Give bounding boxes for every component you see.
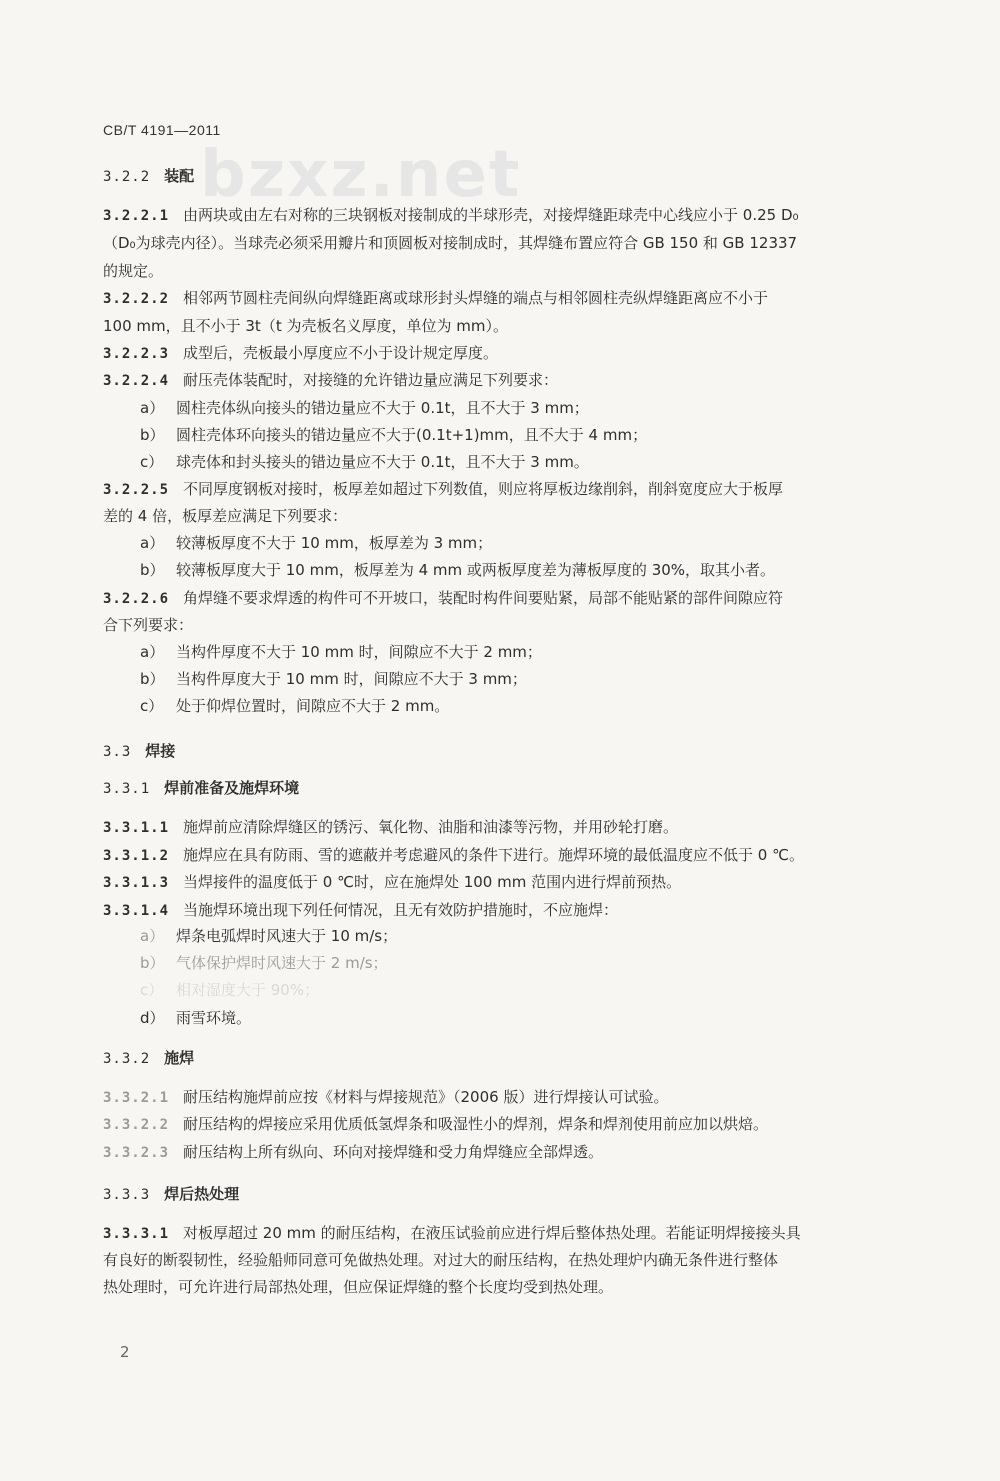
- clause-3-3-1-3: 3.3.1.3 当焊接件的温度低于 0 ℃时，应在施焊处 100 mm 范围内进行焊前预热。: [103, 873, 682, 891]
- clause-3-3-3-1: 3.3.3.1 对板厚超过 20 mm 的耐压结构，在液压试验前应进行焊后整体热处理。若能证明焊接接头具: [103, 1224, 801, 1242]
- clause-3-2-2-1: 3.2.2.1 由两块或由左右对称的三块钢板对接制成的半球形壳，对接焊缝距球壳中心线应小于 0.25 D₀: [103, 206, 799, 224]
- clause-3-2-2-6-cont: 合下列要求：: [103, 616, 194, 634]
- list-item: c） 处于仰焊位置时，间隙应不大于 2 mm。: [140, 697, 450, 715]
- clause-3-2-2-1-cont: （D₀为球壳内径）。当球壳必须采用瓣片和顶圆板对接制成时，其焊缝布置应符合 GB 150 和 GB 12337: [103, 234, 798, 252]
- clause-3-2-2-5: 3.2.2.5 不同厚度钢板对接时，板厚差如超过下列数值，则应将厚板边缘削斜，削斜宽度应大于板厚: [103, 480, 784, 498]
- list-item: a） 焊条电弧焊时风速大于 10 m/s；: [140, 927, 398, 945]
- clause-3-3-1-4: 3.3.1.4 当施焊环境出现下列任何情况，且无有效防护措施时，不应施焊：: [103, 901, 619, 919]
- list-item: c） 球壳体和封头接头的错边量应不大于 0.1t，且不大于 3 mm。: [140, 453, 589, 471]
- clause-3-2-2-3: 3.2.2.3 成型后，壳板最小厚度应不小于设计规定厚度。: [103, 344, 499, 362]
- clause-3-2-2-5-cont: 差的 4 倍，板厚差应满足下列要求：: [103, 507, 348, 525]
- list-item: a） 较薄板厚度不大于 10 mm，板厚差为 3 mm；: [140, 534, 493, 552]
- list-item: b） 圆柱壳体环向接头的错边量应不大于(0.1t+1)mm，且不大于 4 mm；: [140, 426, 648, 444]
- clause-3-2-2-2-cont: 100 mm，且不小于 3t（t 为壳板名义厚度，单位为 mm）。: [103, 317, 508, 335]
- clause-3-3-2-1: 3.3.2.1 耐压结构施焊前应按《材料与焊接规范》（2006 版）进行焊接认可试验。: [103, 1088, 669, 1106]
- list-item: b） 较薄板厚度大于 10 mm，板厚差为 4 mm 或两板厚度差为薄板厚度的 30%，取其小者。: [140, 561, 776, 579]
- watermark: bzxz.net: [200, 138, 522, 212]
- clause-3-2-2-1-cont: 的规定。: [103, 262, 164, 280]
- section-heading-3-3: 3.3 焊接: [103, 742, 176, 760]
- clause-3-3-1-2: 3.3.1.2 施焊应在具有防雨、雪的遮蔽并考虑避风的条件下进行。施焊环境的最低温度应不低于 0 ℃。: [103, 846, 804, 864]
- section-heading-3-3-1: 3.3.1 焊前准备及施焊环境: [103, 779, 300, 797]
- page-number: 2: [120, 1343, 130, 1361]
- clause-3-3-1-1: 3.3.1.1 施焊前应清除焊缝区的锈污、氧化物、油脂和油漆等污物，并用砂轮打磨。: [103, 818, 679, 836]
- section-heading-3-2-2: 3.2.2 装配: [103, 167, 195, 185]
- clause-3-3-3-1-cont: 有良好的断裂韧性，经验船师同意可免做热处理。对过大的耐压结构，在热处理炉内确无条件进行整体: [103, 1251, 779, 1269]
- section-heading-3-3-2: 3.3.2 施焊: [103, 1049, 195, 1067]
- list-item: a） 当构件厚度不大于 10 mm 时，间隙应不大于 2 mm；: [140, 643, 542, 661]
- list-item: b） 当构件厚度大于 10 mm 时，间隙应不大于 3 mm；: [140, 670, 527, 688]
- list-item: a） 圆柱壳体纵向接头的错边量应不大于 0.1t，且不大于 3 mm；: [140, 399, 589, 417]
- clause-3-3-2-3: 3.3.2.3 耐压结构上所有纵向、环向对接焊缝和受力角焊缝应全部焊透。: [103, 1143, 604, 1161]
- clause-3-3-3-1-cont: 热处理时，可允许进行局部热处理，但应保证焊缝的整个长度均受到热处理。: [103, 1278, 614, 1296]
- list-item: b） 气体保护焊时风速大于 2 m/s；: [140, 954, 388, 972]
- clause-3-2-2-4: 3.2.2.4 耐压壳体装配时，对接缝的允许错边量应满足下列要求：: [103, 371, 559, 389]
- clause-3-2-2-2: 3.2.2.2 相邻两节圆柱壳间纵向焊缝距离或球形封头焊缝的端点与相邻圆柱壳纵焊缝距离应不小于: [103, 289, 769, 307]
- clause-3-3-2-2: 3.3.2.2 耐压结构的焊接应采用优质低氢焊条和吸湿性小的焊剂，焊条和焊剂使用前应加以烘焙。: [103, 1115, 769, 1133]
- standard-number: CB/T 4191—2011: [103, 122, 221, 138]
- section-heading-3-3-3: 3.3.3 焊后热处理: [103, 1185, 240, 1203]
- clause-3-2-2-6: 3.2.2.6 角焊缝不要求焊透的构件可不开坡口，装配时构件间要贴紧，局部不能贴紧的部件间隙应符: [103, 589, 784, 607]
- list-item: c） 相对湿度大于 90%；: [140, 981, 320, 999]
- list-item: d） 雨雪环境。: [140, 1009, 252, 1027]
